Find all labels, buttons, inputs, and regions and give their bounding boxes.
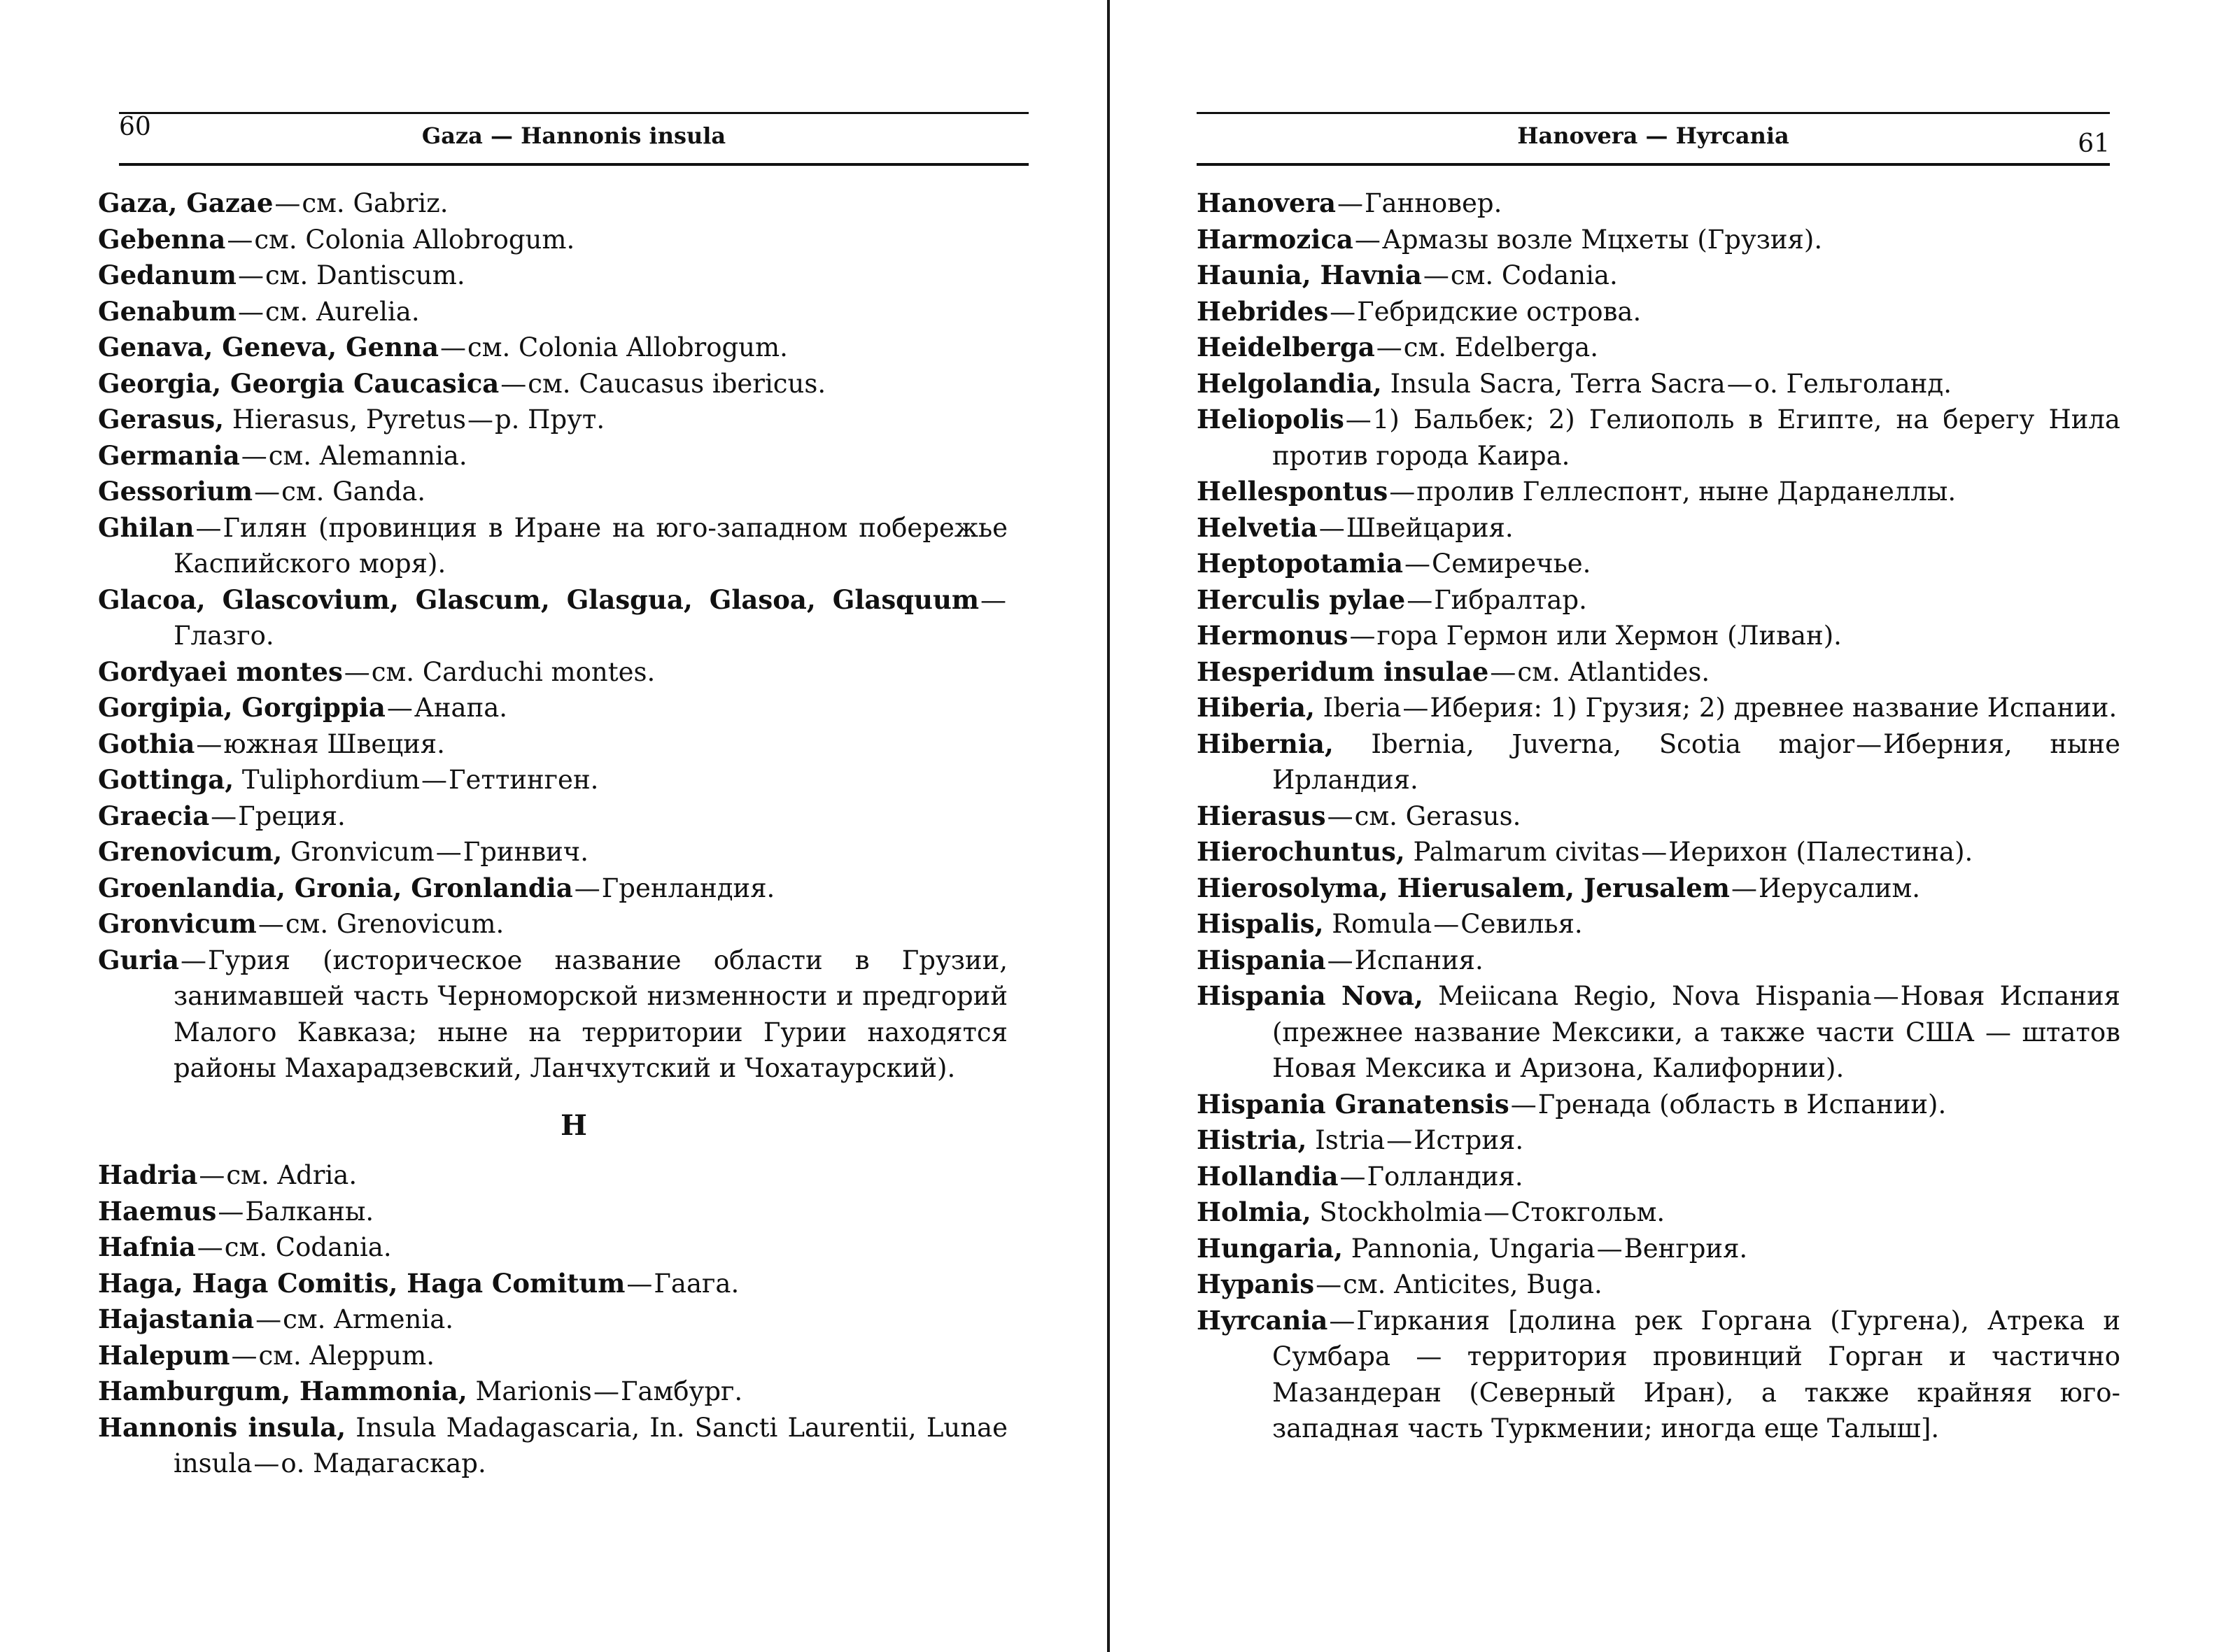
entry-definition: Балканы. xyxy=(245,1196,374,1227)
entry-headword: Hispania Nova, xyxy=(1197,980,1423,1011)
entry-definition: см. Grenovicum. xyxy=(285,909,505,939)
entry-definition: см. Gabriz. xyxy=(302,188,449,218)
em-dash: — xyxy=(1726,368,1753,399)
entry-definition: южная Швеция. xyxy=(223,728,445,759)
dictionary-entry xyxy=(98,943,1008,1087)
dictionary-entry xyxy=(98,1157,1008,1194)
dictionary-entry xyxy=(1197,618,2120,654)
em-dash: — xyxy=(1641,837,1668,867)
em-dash: — xyxy=(1339,1161,1366,1192)
dictionary-entry xyxy=(98,690,1008,726)
em-dash: — xyxy=(1330,296,1356,327)
em-dash: — xyxy=(196,728,223,759)
entry-headword: Gothia xyxy=(98,728,195,759)
em-dash: — xyxy=(1327,800,1353,831)
em-dash: — xyxy=(237,260,264,290)
dictionary-entry xyxy=(98,1194,1008,1230)
dictionary-entry xyxy=(98,294,1008,330)
dictionary-entry xyxy=(98,798,1008,835)
entry-definition: см. Adria. xyxy=(226,1160,358,1190)
entry-headword: Hibernia, xyxy=(1197,728,1334,759)
dictionary-entry xyxy=(98,438,1008,474)
entry-definition: см. Armenia. xyxy=(283,1304,454,1334)
entry-definition: Швейцария. xyxy=(1346,512,1514,543)
entry-headword: Hajastania xyxy=(98,1304,255,1334)
entry-definition: см. Alemannia. xyxy=(268,440,467,471)
entry-definition: Гибралтар. xyxy=(1434,584,1587,615)
em-dash: — xyxy=(199,1160,225,1190)
entry-definition: Геттинген. xyxy=(449,765,599,795)
em-dash: — xyxy=(1490,656,1516,687)
entries-g xyxy=(98,185,1008,1087)
dictionary-entry xyxy=(1197,185,2120,222)
dictionary-entry xyxy=(98,222,1008,258)
entry-definition: Истрия. xyxy=(1414,1125,1524,1155)
running-head-left xyxy=(119,112,1029,166)
dictionary-entry xyxy=(98,762,1008,798)
right-page xyxy=(1197,0,2176,1652)
entry-headword: Hyrcania xyxy=(1197,1304,1328,1336)
em-dash: — xyxy=(467,404,493,435)
entry-variants: Hierasus, Pyretus xyxy=(232,404,466,435)
page-number-left: 60 xyxy=(119,113,151,141)
entry-headword: Helvetia xyxy=(1197,511,1318,543)
entry-headword: Halepum xyxy=(98,1339,230,1371)
dictionary-entry xyxy=(1197,1122,2120,1159)
dictionary-entry xyxy=(98,834,1008,870)
dictionary-entry xyxy=(98,474,1008,510)
em-dash: — xyxy=(241,440,267,471)
entry-definition: Испания. xyxy=(1354,945,1484,975)
em-dash: — xyxy=(1386,1125,1413,1155)
dictionary-entry xyxy=(98,582,1008,654)
dictionary-entry xyxy=(1197,834,2120,870)
em-dash: — xyxy=(435,837,462,867)
running-head-title-right: Hanovera — Hyrcania xyxy=(1517,122,1789,149)
em-dash: — xyxy=(274,188,301,218)
dictionary-entry xyxy=(1197,798,2120,835)
entry-definition: Гурия (историческое название области в Грузии, занимавшей часть Черноморской низменности и предгорий Малого Кавказа; ныне на территории Гурии находятся районы Махарадзевский, Ланчхутский и Чохатаурский). xyxy=(174,945,1008,1083)
running-head-right xyxy=(1197,112,2110,166)
entry-variants: Iberia xyxy=(1323,693,1402,723)
em-dash: — xyxy=(1389,476,1416,507)
em-dash: — xyxy=(1873,981,1899,1011)
entry-headword: Haunia, Havnia xyxy=(1197,260,1422,290)
entry-definition: см. Dantiscum. xyxy=(265,260,465,290)
entry-definition: см. Aleppum. xyxy=(258,1340,435,1371)
dictionary-entry xyxy=(98,906,1008,943)
entry-definition: см. Colonia Allobrogum. xyxy=(467,332,788,362)
entry-definition: Гренландия. xyxy=(601,873,775,903)
dictionary-entry xyxy=(98,366,1008,402)
em-dash: — xyxy=(593,1376,619,1406)
dictionary-entry xyxy=(98,1338,1008,1374)
dictionary-entry xyxy=(1197,1194,2120,1231)
em-dash: — xyxy=(500,368,527,399)
entries-h xyxy=(98,1157,1008,1482)
em-dash: — xyxy=(1345,404,1372,435)
entry-headword: Georgia, Georgia Caucasica xyxy=(98,367,500,399)
entry-variants: Gronvicum xyxy=(290,837,435,867)
entry-definition: см. Caucasus ibericus. xyxy=(528,368,826,399)
em-dash: — xyxy=(1423,260,1449,290)
entry-headword: Hesperidum insulae xyxy=(1197,656,1489,687)
entry-headword: Hebrides xyxy=(1197,295,1329,327)
em-dash: — xyxy=(1404,549,1430,579)
entry-headword: Gedanum xyxy=(98,260,237,290)
entry-definition: Гебридские острова. xyxy=(1357,296,1642,327)
entry-definition: Ганновер. xyxy=(1365,188,1502,218)
em-dash: — xyxy=(195,512,222,543)
entry-definition: Голландия. xyxy=(1367,1161,1523,1192)
page-gutter xyxy=(1107,0,1110,1652)
entry-headword: Hamburgum, Hammonia, xyxy=(98,1376,467,1406)
entry-definition: Гамбург. xyxy=(620,1376,743,1406)
dictionary-entry xyxy=(1197,654,2120,691)
entry-headword: Haemus xyxy=(98,1195,217,1227)
entry-headword: Heliopolis xyxy=(1197,404,1344,435)
entry-headword: Genava, Geneva, Genna xyxy=(98,332,439,362)
em-dash: — xyxy=(344,656,370,687)
entry-variants: Ibernia, Juverna, Scotia major xyxy=(1371,728,1855,759)
entry-definition: Анапа. xyxy=(414,693,508,723)
em-dash: — xyxy=(1484,1197,1510,1227)
em-dash: — xyxy=(386,693,413,723)
dictionary-entry xyxy=(1197,257,2120,294)
entry-headword: Heidelberga xyxy=(1197,332,1375,362)
entry-headword: Gerasus, xyxy=(98,404,225,435)
running-head-title-left: Gaza — Hannonis insula xyxy=(421,122,726,149)
entry-headword: Hispania xyxy=(1197,944,1326,975)
em-dash: — xyxy=(1510,1089,1537,1120)
dictionary-entry xyxy=(1197,1087,2120,1123)
entry-definition: Иберния, ныне Ирландия. xyxy=(1272,728,2120,795)
entry-headword: Hannonis insula, xyxy=(98,1411,346,1443)
dictionary-entry xyxy=(1197,1266,2120,1303)
entry-variants: Insula Madagascaria, In. Sancti Laurentii, Lunae insula xyxy=(174,1412,1008,1478)
entry-definition: Иерихон (Палестина). xyxy=(1668,837,1973,867)
em-dash: — xyxy=(181,945,207,975)
entry-headword: Gronvicum xyxy=(98,908,257,939)
dictionary-entry xyxy=(1197,546,2120,582)
em-dash: — xyxy=(197,1232,223,1262)
entry-headword: Hermonus xyxy=(1197,620,1348,651)
entry-definition: см. Ganda. xyxy=(281,476,426,507)
em-dash: — xyxy=(1318,512,1345,543)
entry-headword: Hollandia xyxy=(1197,1160,1339,1192)
entry-headword: Hellespontus xyxy=(1197,476,1388,507)
entry-definition: о. Мадагаскар. xyxy=(281,1448,486,1478)
entry-headword: Grenovicum, xyxy=(98,836,283,867)
entries-h-cont xyxy=(1197,185,2120,1447)
em-dash: — xyxy=(980,584,1006,615)
em-dash: — xyxy=(231,1340,258,1371)
dictionary-entry xyxy=(1197,474,2120,510)
entry-headword: Gottinga, xyxy=(98,764,234,795)
dictionary-entry xyxy=(98,1374,1008,1410)
em-dash: — xyxy=(574,873,600,903)
em-dash: — xyxy=(211,800,237,831)
em-dash: — xyxy=(1433,909,1460,939)
entry-headword: Groenlandia, Gronia, Gronlandia xyxy=(98,872,573,903)
entry-headword: Holmia, xyxy=(1197,1196,1311,1227)
dictionary-entry xyxy=(98,654,1008,691)
em-dash: — xyxy=(1337,188,1364,218)
em-dash: — xyxy=(1407,584,1433,615)
entry-headword: Hierosolyma, Hierusalem, Jerusalem xyxy=(1197,872,1730,903)
dictionary-entry xyxy=(1197,690,2120,726)
entry-headword: Hiberia, xyxy=(1197,692,1315,723)
em-dash: — xyxy=(626,1268,653,1299)
entry-headword: Gorgipia, Gorgippia xyxy=(98,692,386,723)
entry-definition: см. Aurelia. xyxy=(265,296,420,327)
em-dash: — xyxy=(1316,1269,1342,1299)
entry-definition: см. Anticites, Buga. xyxy=(1343,1269,1602,1299)
entry-definition: Гринвич. xyxy=(463,837,589,867)
dictionary-entry xyxy=(98,330,1008,366)
dictionary-entry xyxy=(1197,1303,2120,1447)
entry-headword: Hispalis, xyxy=(1197,908,1324,939)
entry-variants: Pannonia, Ungaria xyxy=(1351,1233,1595,1264)
entry-headword: Genabum xyxy=(98,295,237,327)
dictionary-entry xyxy=(98,1229,1008,1266)
dictionary-entry xyxy=(98,1301,1008,1338)
dictionary-entry xyxy=(1197,1159,2120,1195)
page-number-right: 61 xyxy=(2078,129,2110,158)
dictionary-entry xyxy=(1197,366,2120,402)
dictionary-entry xyxy=(98,870,1008,907)
entry-definition: о. Гельголанд. xyxy=(1754,368,1952,399)
entry-headword: Hadria xyxy=(98,1159,198,1190)
em-dash: — xyxy=(1856,728,1882,759)
dictionary-entry xyxy=(98,1266,1008,1302)
entry-variants: Meiicana Regio, Nova Hispania xyxy=(1438,981,1872,1011)
em-dash: — xyxy=(439,332,466,362)
entry-headword: Heptopotamia xyxy=(1197,548,1403,579)
entry-definition: см. Carduchi montes. xyxy=(371,656,656,687)
entry-variants: Romula xyxy=(1332,909,1432,939)
entry-headword: Haga, Haga Comitis, Haga Comitum xyxy=(98,1267,626,1299)
entry-headword: Helgolandia, xyxy=(1197,367,1382,399)
entry-definition: Греция. xyxy=(238,800,346,831)
dictionary-entry xyxy=(98,1410,1008,1482)
entry-headword: Gaza, Gazae xyxy=(98,188,274,218)
entry-headword: Hypanis xyxy=(1197,1269,1315,1299)
em-dash: — xyxy=(253,1448,280,1478)
dictionary-entry xyxy=(98,257,1008,294)
entry-variants: Tuliphordium xyxy=(241,765,421,795)
entry-headword: Herculis pylae xyxy=(1197,584,1406,615)
entry-headword: Hispania Granatensis xyxy=(1197,1088,1509,1120)
entry-definition: р. Прут. xyxy=(494,404,605,435)
dictionary-entry xyxy=(1197,870,2120,907)
entry-headword: Hanovera xyxy=(1197,188,1337,218)
entry-definition: Гренада (область в Испании). xyxy=(1537,1089,1947,1120)
em-dash: — xyxy=(1349,621,1376,651)
dictionary-entry xyxy=(98,402,1008,438)
dictionary-entry xyxy=(1197,726,2120,798)
entry-headword: Gessorium xyxy=(98,476,253,507)
entry-definition: 1) Бальбек; 2) Гелиополь в Египте, на берегу Нила против города Каира. xyxy=(1272,404,2120,471)
entry-headword: Hungaria, xyxy=(1197,1232,1344,1264)
dictionary-entry xyxy=(1197,510,2120,546)
entry-headword: Glacoa, Glascovium, Glascum, Glasgua, Glasoa, Glasquum xyxy=(98,584,979,615)
entry-definition: Севилья. xyxy=(1460,909,1583,939)
entry-definition: см. Edelberga. xyxy=(1403,332,1599,362)
entry-list-left xyxy=(98,185,1008,1482)
entry-definition: см. Codania. xyxy=(224,1232,392,1262)
entry-definition: Венгрия. xyxy=(1623,1233,1748,1264)
entry-headword: Harmozica xyxy=(1197,223,1353,255)
em-dash: — xyxy=(1376,332,1402,362)
em-dash: — xyxy=(1731,873,1757,903)
em-dash: — xyxy=(254,476,281,507)
entry-definition: Иерусалим. xyxy=(1758,873,1921,903)
em-dash: — xyxy=(227,224,253,255)
entry-headword: Guria xyxy=(98,944,180,975)
em-dash: — xyxy=(1596,1233,1623,1264)
dictionary-entry xyxy=(98,185,1008,222)
entry-variants: Stockholmia xyxy=(1319,1197,1483,1227)
em-dash: — xyxy=(1354,224,1381,255)
entry-list-right xyxy=(1197,185,2120,1447)
entry-definition: Гиркания [долина рек Горгана (Гургена), Атрека и Сумбара — территория провинций Горган и частично Мазандеран (Северный Иран), а также крайняя юго-западная часть Туркмении; иногда еще Талыш]. xyxy=(1272,1305,2120,1443)
dictionary-entry xyxy=(1197,294,2120,330)
dictionary-entry xyxy=(1197,906,2120,943)
entry-headword: Ghilan xyxy=(98,511,195,543)
em-dash: — xyxy=(421,765,448,795)
entry-headword: Hierochuntus, xyxy=(1197,836,1405,867)
dictionary-entry xyxy=(1197,582,2120,619)
entry-definition: Стокгольм. xyxy=(1511,1197,1665,1227)
dictionary-entry xyxy=(1197,978,2120,1087)
entry-definition: Новая Испания (прежнее название Мексики, а также части США — штатов Новая Мексика и Аризона, Калифорнии). xyxy=(1272,981,2120,1083)
entry-definition: гора Гермон или Хермон (Ливан). xyxy=(1376,621,1842,651)
section-letter: H xyxy=(561,1108,587,1142)
entry-definition: см. Colonia Allobrogum. xyxy=(254,224,575,255)
dictionary-entry xyxy=(1197,1231,2120,1267)
entry-headword: Histria, xyxy=(1197,1124,1307,1155)
entry-headword: Gebenna xyxy=(98,223,226,255)
dictionary-entry xyxy=(1197,222,2120,258)
dictionary-entry xyxy=(98,510,1008,582)
entry-headword: Graecia xyxy=(98,800,210,831)
entry-headword: Hafnia xyxy=(98,1231,196,1262)
left-page xyxy=(98,0,1078,1652)
entry-definition: пролив Геллеспонт, ныне Дарданеллы. xyxy=(1416,476,1957,507)
entry-definition: Иберия: 1) Грузия; 2) древнее название Испании. xyxy=(1430,693,2118,723)
entry-definition: Глазго. xyxy=(174,621,274,651)
dictionary-entry xyxy=(98,726,1008,763)
entry-headword: Gordyaei montes xyxy=(98,656,343,687)
entry-definition: Армазы возле Мцхеты (Грузия). xyxy=(1381,224,1823,255)
em-dash: — xyxy=(218,1196,244,1227)
em-dash: — xyxy=(258,909,284,939)
entry-definition: Гаага. xyxy=(654,1268,740,1299)
em-dash: — xyxy=(1327,945,1353,975)
em-dash: — xyxy=(1402,693,1429,723)
entry-definition: см. Atlantides. xyxy=(1517,656,1710,687)
entry-variants: Insula Sacra, Terra Sacra xyxy=(1390,368,1726,399)
dictionary-entry xyxy=(1197,943,2120,979)
em-dash: — xyxy=(255,1304,282,1334)
dictionary-entry xyxy=(1197,402,2120,474)
entry-variants: Marionis xyxy=(475,1376,592,1406)
entry-definition: см. Gerasus. xyxy=(1354,800,1521,831)
entry-headword: Germania xyxy=(98,439,240,471)
entry-definition: см. Codania. xyxy=(1450,260,1618,290)
em-dash: — xyxy=(237,296,264,327)
entry-variants: Istria xyxy=(1315,1125,1386,1155)
em-dash: — xyxy=(1329,1305,1355,1336)
entry-variants: Palmarum civitas xyxy=(1413,837,1640,867)
entry-headword: Hierasus xyxy=(1197,800,1326,831)
entry-definition: Гилян (провинция в Иране на юго-западном побережье Каспийского моря). xyxy=(174,512,1008,579)
entry-definition: Семиречье. xyxy=(1431,549,1591,579)
dictionary-entry xyxy=(1197,330,2120,366)
